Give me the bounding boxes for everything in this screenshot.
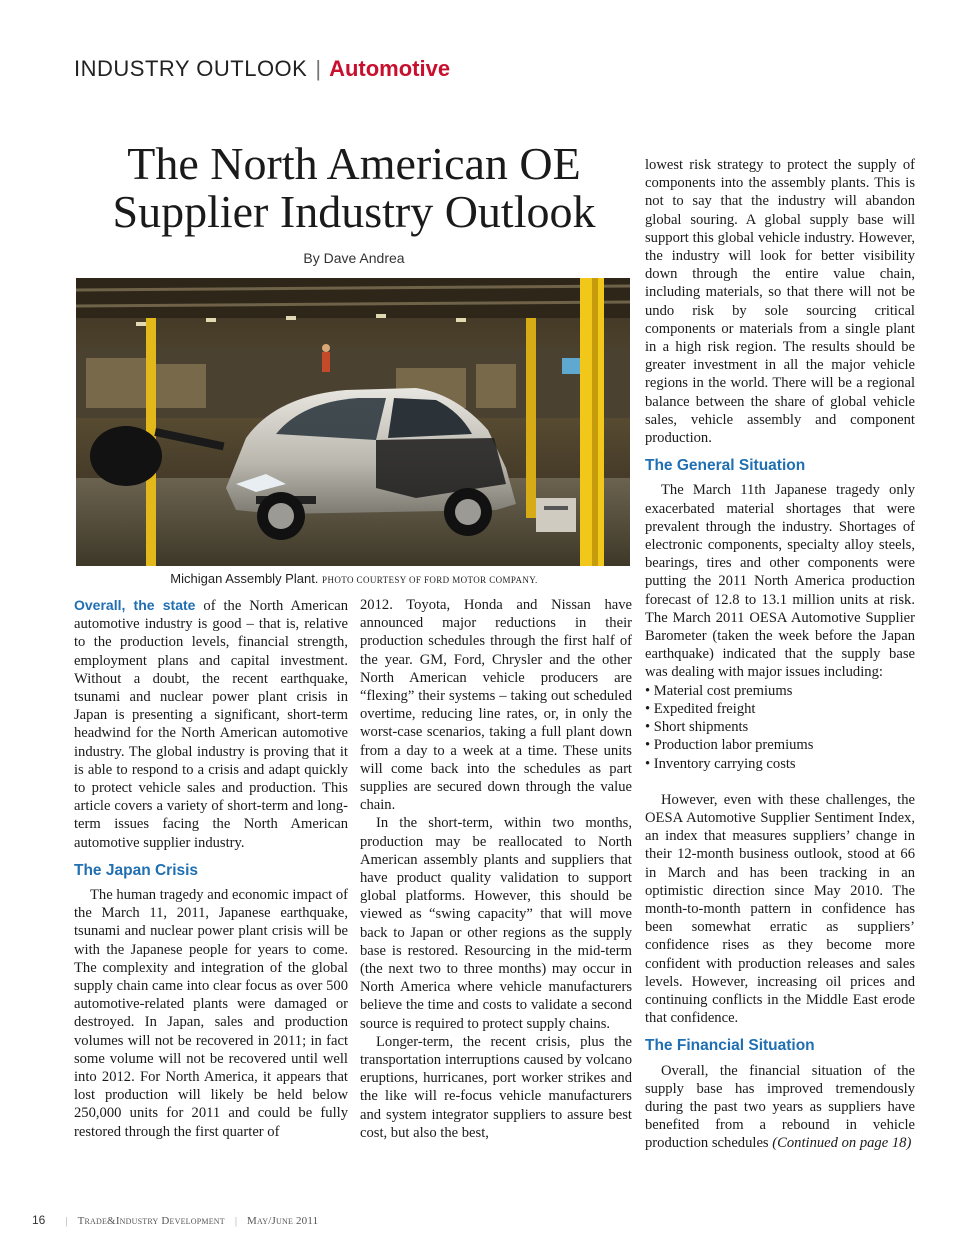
publication-name: Trade&Industry Development [77, 1215, 225, 1227]
photo-caption [74, 571, 634, 586]
issue-date: May/June 2011 [247, 1215, 319, 1227]
article-title-line-2: Supplier Industry Outlook [112, 186, 596, 237]
paragraph-text: Overall, the financial situation of the supply base has improved tremendously during the past two years as suppliers have benefited from a rebound in vehicle production schedules [645, 1062, 915, 1152]
section-label: INDUSTRY OUTLOOK [74, 56, 308, 81]
caption-text: Michigan Assembly Plant. [170, 571, 319, 586]
paragraph [645, 1062, 915, 1153]
text-column-3 [645, 156, 915, 1153]
paragraph: 2012. Toyota, Honda and Nissan have announced major reductions in their production schedules through the first half of the year. GM, Ford, Chrysler and the other North American vehicle producers are “flexing” their systems – taking out scheduled overtime, reducing line rates, or, in only the worst-case scenarios, taking a full plant down from a day to a week at a time. These units will come back into the schedules as part supplies are secured down through the value chain. [360, 597, 632, 814]
section-header [74, 56, 450, 82]
photo-credit: PHOTO COURTESY OF FORD MOTOR COMPANY. [322, 575, 538, 585]
paragraph: The human tragedy and economic impact of the March 11, 2011, Japanese earthquake, tsunami and nuclear power plant crisis will be with the Japanese people for years to come. The complexity and integration of the global supply chain came into clear focus as over 500 automotive-related plants were damaged or destroyed. In Japan, sales and production volumes will not be recovered in 2011; in fact some volume will not be recovered until well into 2012. For North America, it appears that lost production will likely be held below 250,000 units for 2011 and could be fully restored through the first quarter of [74, 887, 348, 1140]
intro-text: of the North American automotive industry is good – that is, relative to the production levels, financial strength, employment plans and capital investment. Without a doubt, the recent earthquake, tsunami and nuclear power plant crisis in Japan is presenting a significant, short-term headwind for the North American automotive industry. The global industry is proving that it is able to respond to a crisis and adapt quickly to protect vehicle sales and production. This article covers a variety of short-term and long-term issues facing the North American automotive supplier industry. [74, 598, 348, 851]
list-item: • Short shipments [645, 718, 915, 736]
category-label: Automotive [329, 56, 451, 81]
page-footer [32, 1213, 318, 1227]
continued-note: (Continued on page 18) [772, 1135, 912, 1152]
intro-paragraph [74, 596, 348, 852]
paragraph: In the short-term, within two months, production may be reallocated to North American assembly plants and suppliers that have product quality validation to support global platforms. However, this should be viewed as “swing capacity” that will move back to Japan or other regions as the supply base is restored. Resourcing in the mid-term (the next two to three months) may occur in North America where vehicle manufacturers believe the time and costs to validate a second source is required to protect supply chains. [360, 815, 632, 1032]
assembly-plant-photo [76, 278, 630, 566]
page-number: 16 [32, 1213, 46, 1227]
article-title [74, 140, 634, 236]
list-item: • Material cost premiums [645, 682, 915, 700]
list-item: • Expedited freight [645, 700, 915, 718]
paragraph: lowest risk strategy to protect the supply of components into the assembly plants. This is not to say that the industry will abandon global souring. A global supply base will support this global vehicle industry. However, the industry will look for better visibility down through the entire value chain, including materials, so that there will not be undo risk by sole sourcing critical components or materials from a single plant in a high risk region. The results should be greater investment in all the major vehicle regions in the world. There will be a regional balance between the share of global vehicle sales, vehicle assembly and component production. [645, 157, 915, 447]
footer-separator: | [234, 1215, 238, 1227]
heading-japan-crisis: The Japan Crisis [74, 861, 199, 879]
text-column-1 [74, 596, 348, 1141]
list-item: • Inventory carrying costs [645, 755, 915, 773]
footer-separator: | [65, 1215, 68, 1227]
issues-list [645, 682, 915, 773]
heading-general-situation: The General Situation [645, 457, 806, 475]
article-title-line-1: The North American OE [127, 138, 581, 189]
text-column-2 [360, 596, 632, 1142]
heading-financial-situation: The Financial Situation [645, 1037, 815, 1055]
paragraph: The March 11th Japanese tragedy only exacerbated material shortages that were prevalent through the industry. Shortages of electronic components, specialty alloy steels, bearings, tires and other components were putting the 2011 North America production forecast of 12.8 to 13.1 million units at risk. The March 2011 OESA Automotive Supplier Barometer (taken the week before the Japan earthquake) indicated that the supply base was dealing with major issues including: [645, 482, 915, 681]
lead-in: Overall, the state [74, 597, 196, 613]
paragraph: However, even with these challenges, the OESA Automotive Supplier Sentiment Index, an index that measures suppliers’ change in their 12-month business outlook, stood at 66 in March and has been tracking in an optimistic direction since May 2010. The month-to-month pattern in confidence has been somewhat erratic as suppliers’ confidence rises as they become more confident with production releases and sales levels. However, increasing oil prices and continuing conflicts in the Middle East erode that confidence. [645, 791, 915, 1027]
byline: By Dave Andrea [303, 250, 405, 266]
list-item: • Production labor premiums [645, 736, 915, 754]
header-separator: | [315, 56, 322, 81]
paragraph: Longer-term, the recent crisis, plus the transportation interruptions caused by volcano eruptions, hurricanes, port worker strikes and the like will re-focus vehicle manufacturers and system integrator suppliers to assure best cost, but also the best, [360, 1033, 632, 1141]
